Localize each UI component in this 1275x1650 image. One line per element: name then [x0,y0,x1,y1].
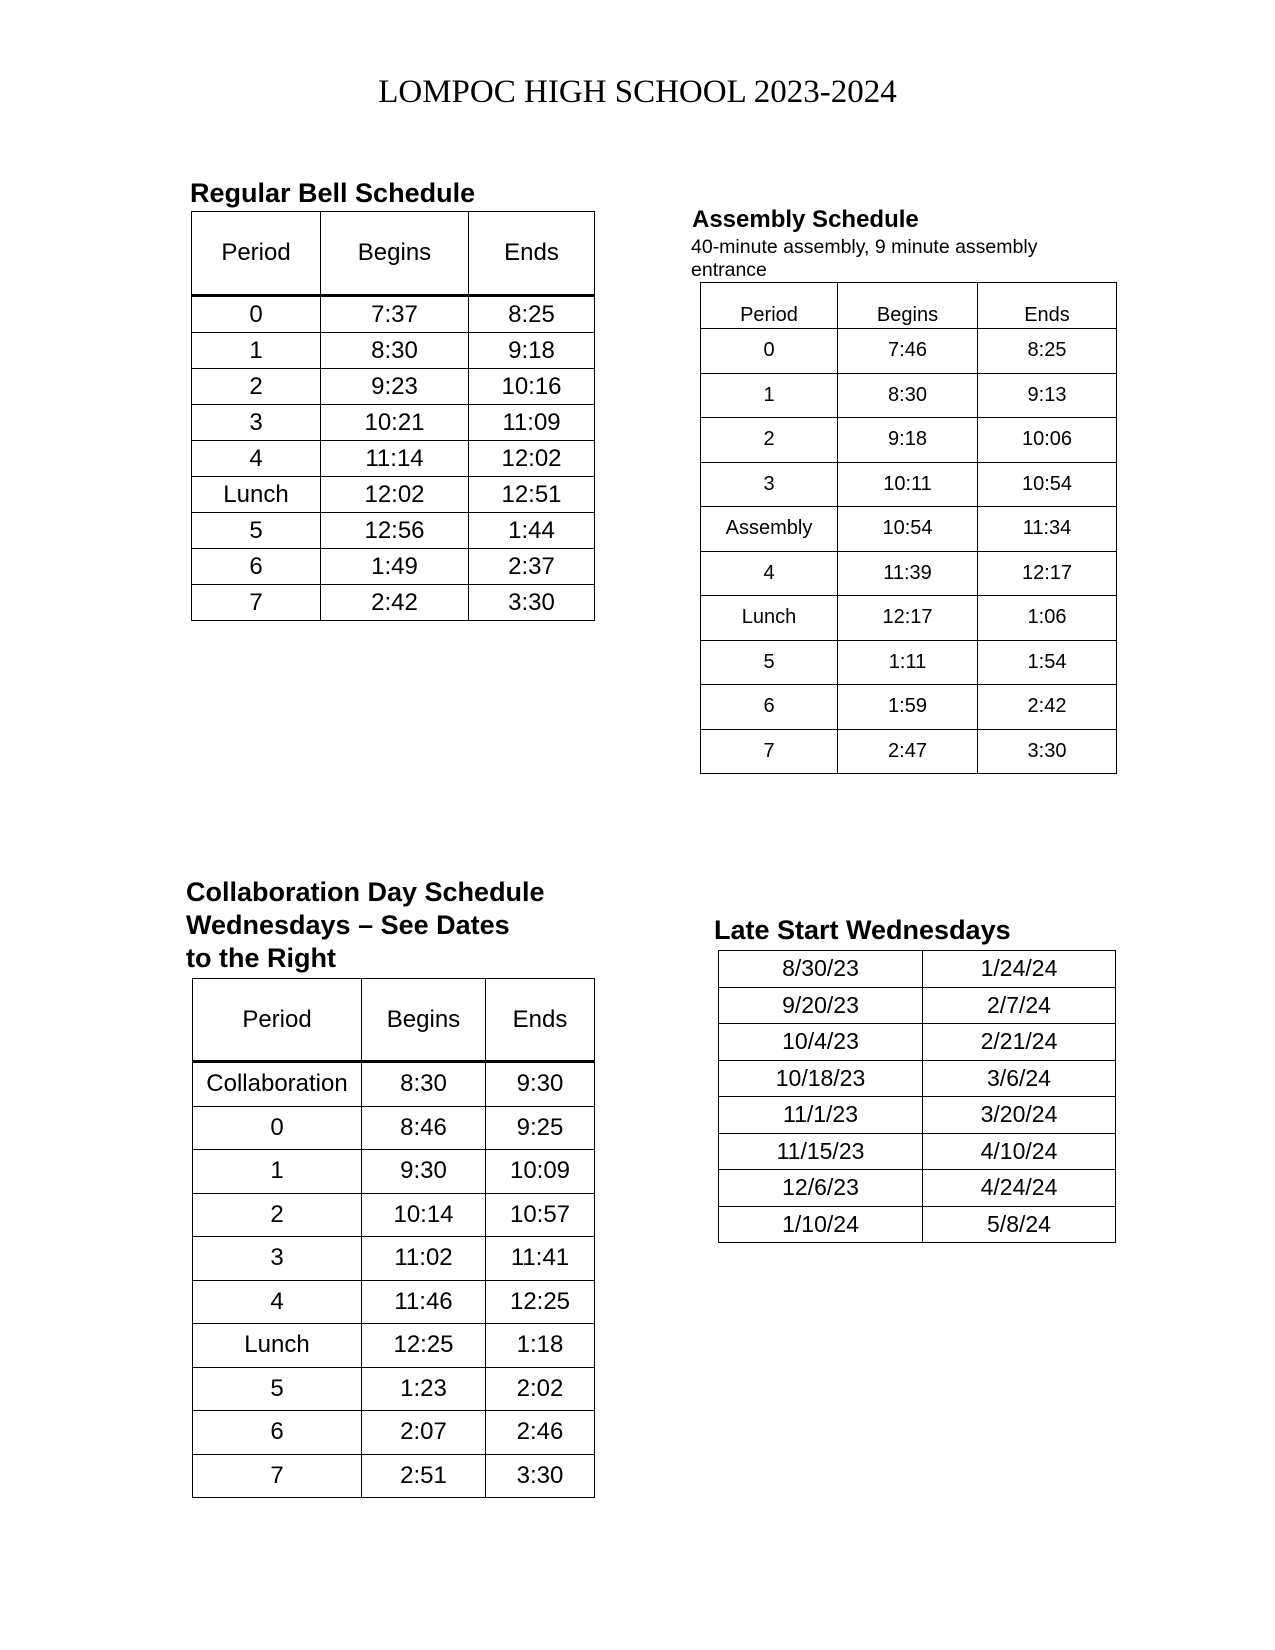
table-row [192,296,595,333]
table-cell: 10:57 [486,1193,595,1237]
table-cell: 1:54 [978,640,1117,685]
table-header-row [701,283,1117,329]
table-row [192,333,595,369]
table-cell: 0 [701,329,838,374]
table-row [193,1367,595,1411]
table-cell: 11/1/23 [719,1097,923,1134]
table-row [701,640,1117,685]
table-cell: 8:30 [838,373,978,418]
table-cell: 9:30 [362,1150,486,1194]
table-header-row [192,212,595,296]
table-cell: 1:44 [469,513,595,549]
table-cell: 0 [193,1106,362,1150]
table-cell: 9:18 [469,333,595,369]
table-cell: 1:23 [362,1367,486,1411]
column-header: Ends [469,212,595,296]
column-header: Ends [978,283,1117,329]
table-cell: 11:09 [469,405,595,441]
table-cell: 0 [192,296,321,333]
table-cell: 8:30 [362,1062,486,1107]
table-row [192,549,595,585]
table-cell: 11:46 [362,1280,486,1324]
table-cell: 11:41 [486,1237,595,1281]
table-row [193,1237,595,1281]
table-cell: 2:42 [978,685,1117,730]
table-row [192,441,595,477]
table-cell: 2 [192,369,321,405]
column-header: Period [193,979,362,1062]
table-cell: 2 [193,1193,362,1237]
table-cell: 5/8/24 [923,1206,1116,1243]
table-cell: 6 [192,549,321,585]
table-cell: 9/20/23 [719,987,923,1024]
table-cell: 12/6/23 [719,1170,923,1207]
table-row [701,551,1117,596]
table-cell: 9:13 [978,373,1117,418]
table-cell: 10/4/23 [719,1024,923,1061]
table-row [701,373,1117,418]
table-cell: 7:46 [838,329,978,374]
table-row [701,685,1117,730]
table-cell: 8:46 [362,1106,486,1150]
table-cell: 10:09 [486,1150,595,1194]
table-cell: 3 [193,1237,362,1281]
table-row [719,1097,1116,1134]
table-cell: 7 [193,1454,362,1498]
table-row [193,1193,595,1237]
collab-heading-line-2: Wednesdays – See Dates [186,910,510,940]
table-row [193,1454,595,1498]
table-cell: 10:16 [469,369,595,405]
table-cell: 8:25 [978,329,1117,374]
column-header: Period [701,283,838,329]
table-cell: 2/21/24 [923,1024,1116,1061]
table-cell: 10:14 [362,1193,486,1237]
table-cell: 1/24/24 [923,951,1116,988]
regular-schedule-table [191,211,595,621]
collab-schedule-heading [186,876,545,975]
table-cell: 12:17 [838,596,978,641]
table-cell: 11:34 [978,507,1117,552]
table-row [701,729,1117,774]
table-cell: 5 [193,1367,362,1411]
table-row [719,1024,1116,1061]
table-cell: 2:47 [838,729,978,774]
column-header: Ends [486,979,595,1062]
late-start-heading: Late Start Wednesdays [714,915,1011,945]
table-row [192,369,595,405]
table-cell: 10:06 [978,418,1117,463]
table-cell: 2/7/24 [923,987,1116,1024]
table-row [701,329,1117,374]
regular-schedule-heading: Regular Bell Schedule [190,178,476,208]
collab-heading-line-3: to the Right [186,943,336,973]
table-cell: 2:07 [362,1411,486,1455]
table-cell: 10/18/23 [719,1060,923,1097]
table-cell: 9:30 [486,1062,595,1107]
table-header-row [193,979,595,1062]
table-row [192,513,595,549]
table-row [701,596,1117,641]
table-cell: Lunch [193,1324,362,1368]
table-row [719,1170,1116,1207]
table-row [719,1206,1116,1243]
table-cell: 9:23 [321,369,469,405]
table-cell: 8:25 [469,296,595,333]
table-cell: 5 [701,640,838,685]
table-cell: 1 [192,333,321,369]
table-cell: 6 [193,1411,362,1455]
table-cell: 2:02 [486,1367,595,1411]
table-cell: 2 [701,418,838,463]
table-cell: 12:51 [469,477,595,513]
table-cell: 7 [701,729,838,774]
table-cell: 11:14 [321,441,469,477]
table-cell: 11:02 [362,1237,486,1281]
table-cell: 3/6/24 [923,1060,1116,1097]
table-cell: 1 [701,373,838,418]
table-cell: 2:37 [469,549,595,585]
table-cell: 12:02 [469,441,595,477]
table-cell: 3:30 [978,729,1117,774]
table-cell: 2:51 [362,1454,486,1498]
table-row [193,1106,595,1150]
table-cell: 2:46 [486,1411,595,1455]
table-cell: Collaboration [193,1062,362,1107]
table-cell: 3 [701,462,838,507]
table-row [193,1280,595,1324]
table-cell: 3:30 [469,585,595,621]
table-row [192,585,595,621]
table-cell: 5 [192,513,321,549]
table-cell: 12:25 [486,1280,595,1324]
table-row [701,462,1117,507]
table-cell: 4/10/24 [923,1133,1116,1170]
table-cell: 1:59 [838,685,978,730]
table-cell: 12:02 [321,477,469,513]
table-cell: 7:37 [321,296,469,333]
table-cell: 10:54 [978,462,1117,507]
table-cell: 1:06 [978,596,1117,641]
column-header: Begins [838,283,978,329]
table-cell: 3:30 [486,1454,595,1498]
table-cell: Assembly [701,507,838,552]
table-cell: 9:25 [486,1106,595,1150]
table-cell: 6 [701,685,838,730]
table-cell: 11/15/23 [719,1133,923,1170]
table-cell: Lunch [192,477,321,513]
table-row [719,1060,1116,1097]
column-header: Begins [321,212,469,296]
table-cell: 10:11 [838,462,978,507]
assembly-schedule-heading: Assembly Schedule [692,206,919,233]
table-cell: 4/24/24 [923,1170,1116,1207]
table-cell: 2:42 [321,585,469,621]
table-cell: 8:30 [321,333,469,369]
late-start-table [718,950,1116,1243]
table-cell: 1 [193,1150,362,1194]
table-row [719,1133,1116,1170]
table-row [193,1062,595,1107]
assembly-schedule-table [700,282,1117,774]
table-cell: 4 [192,441,321,477]
table-cell: 11:39 [838,551,978,596]
page-title: LOMPOC HIGH SCHOOL 2023-2024 [378,74,897,110]
table-cell: Lunch [701,596,838,641]
table-cell: 12:56 [321,513,469,549]
table-row [719,987,1116,1024]
assembly-schedule-note: 40-minute assembly, 9 minute assembly entrance [691,236,1038,281]
table-row [193,1324,595,1368]
table-row [193,1150,595,1194]
table-row [192,405,595,441]
table-row [701,507,1117,552]
table-cell: 10:54 [838,507,978,552]
table-row [719,951,1116,988]
table-cell: 1:49 [321,549,469,585]
table-cell: 3 [192,405,321,441]
table-cell: 1:11 [838,640,978,685]
column-header: Begins [362,979,486,1062]
table-cell: 9:18 [838,418,978,463]
table-row [192,477,595,513]
table-cell: 3/20/24 [923,1097,1116,1134]
table-cell: 1:18 [486,1324,595,1368]
table-cell: 1/10/24 [719,1206,923,1243]
table-cell: 7 [192,585,321,621]
table-cell: 12:25 [362,1324,486,1368]
collab-heading-line-1: Collaboration Day Schedule [186,877,545,907]
table-cell: 8/30/23 [719,951,923,988]
table-cell: 4 [701,551,838,596]
table-row [701,418,1117,463]
table-cell: 12:17 [978,551,1117,596]
table-cell: 4 [193,1280,362,1324]
column-header: Period [192,212,321,296]
table-cell: 10:21 [321,405,469,441]
collab-schedule-table [192,978,595,1498]
table-row [193,1411,595,1455]
